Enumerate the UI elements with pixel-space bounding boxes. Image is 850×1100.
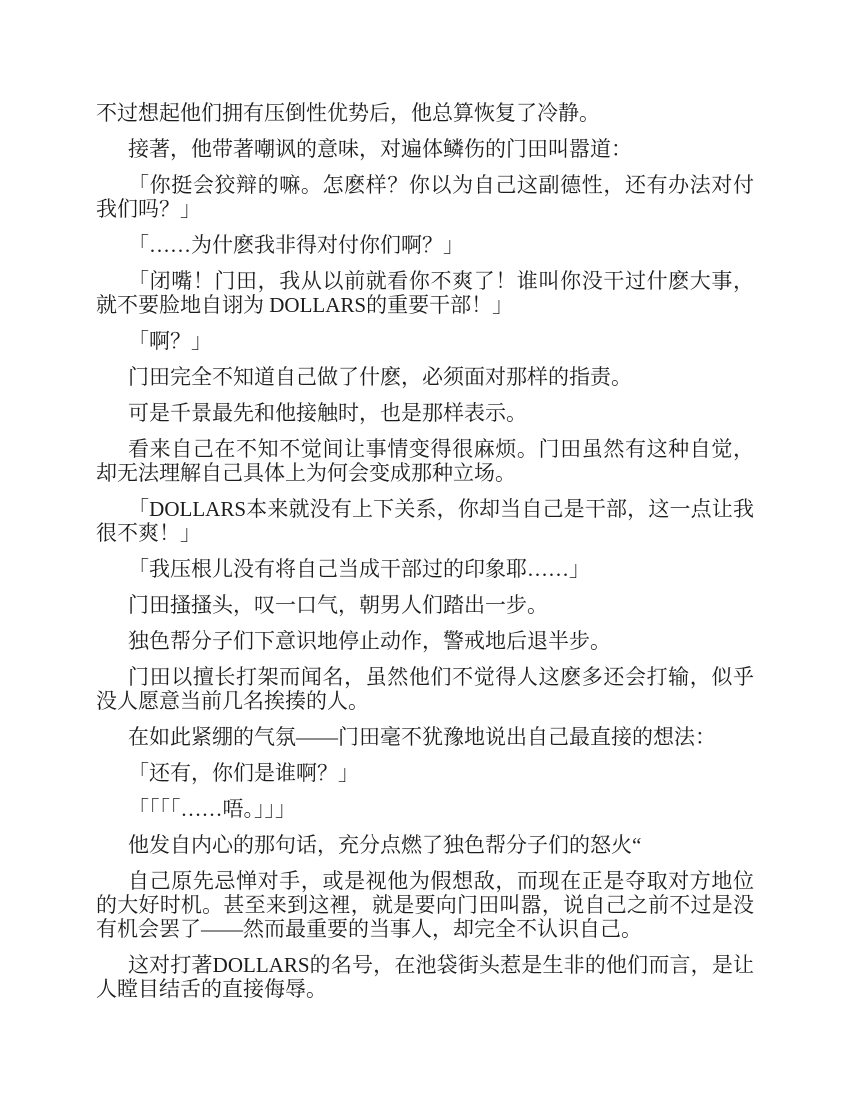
paragraph: 「啊？」 — [128, 329, 212, 353]
paragraph: 门田完全不知道自己做了什麽，必须面对那样的指责。 — [128, 365, 632, 389]
paragraph: 门田搔搔头，叹一口气，朝男人们踏出一步。 — [128, 593, 548, 617]
paragraph: 不过想起他们拥有压倒性优势后，他总算恢复了冷静。 — [96, 101, 600, 125]
paragraph: 可是千景最先和他接触时，也是那样表示。 — [128, 401, 527, 425]
paragraph: 「「「「……唔。」」」 — [128, 797, 296, 821]
paragraph: 自己原先忌惮对手，或是视他为假想敌，而现在正是夺取对方地位的大好时机。甚至来到这裡，就是要向门田叫嚣，说自己之前不过是没有机会罢了——然而最重要的当事人，却完全不认识自己。 — [96, 869, 754, 941]
novel-text-block — [96, 101, 754, 1013]
paragraph: 接著，他带著嘲讽的意味，对遍体鳞伤的门田叫嚣道： — [128, 137, 632, 161]
paragraph: 「你挺会狡辩的嘛。怎麽样？你以为自己这副德性，还有办法对付我们吗？」 — [96, 173, 754, 221]
paragraph: 「闭嘴！门田，我从以前就看你不爽了！谁叫你没干过什麽大事，就不要脸地自诩为 DOLLARS的重要干部！」 — [96, 269, 754, 317]
paragraph: 这对打著DOLLARS的名号，在池袋街头惹是生非的他们而言，是让人瞠目结舌的直接侮辱。 — [96, 953, 754, 1001]
paragraph: 「DOLLARS本来就没有上下关系，你却当自己是干部，这一点让我很不爽！」 — [96, 497, 754, 545]
paragraph: 独色帮分子们下意识地停止动作，警戒地后退半步。 — [128, 629, 611, 653]
paragraph: 他发自内心的那句话，充分点燃了独色帮分子们的怒火“ — [128, 833, 642, 857]
paragraph: 「还有，你们是谁啊？」 — [128, 761, 359, 785]
paragraph: 门田以擅长打架而闻名，虽然他们不觉得人这麽多还会打输，似乎没人愿意当前几名挨揍的人。 — [96, 665, 754, 713]
paragraph: 看来自己在不知不觉间让事情变得很麻烦。门田虽然有这种自觉，却无法理解自己具体上为何会变成那种立场。 — [96, 437, 754, 485]
paragraph: 「我压根儿没有将自己当成干部过的印象耶……」 — [128, 557, 590, 581]
paragraph: 在如此紧绷的气氛——门田毫不犹豫地说出自己最直接的想法： — [128, 725, 716, 749]
paragraph: 「……为什麽我非得对付你们啊？」 — [128, 233, 464, 257]
